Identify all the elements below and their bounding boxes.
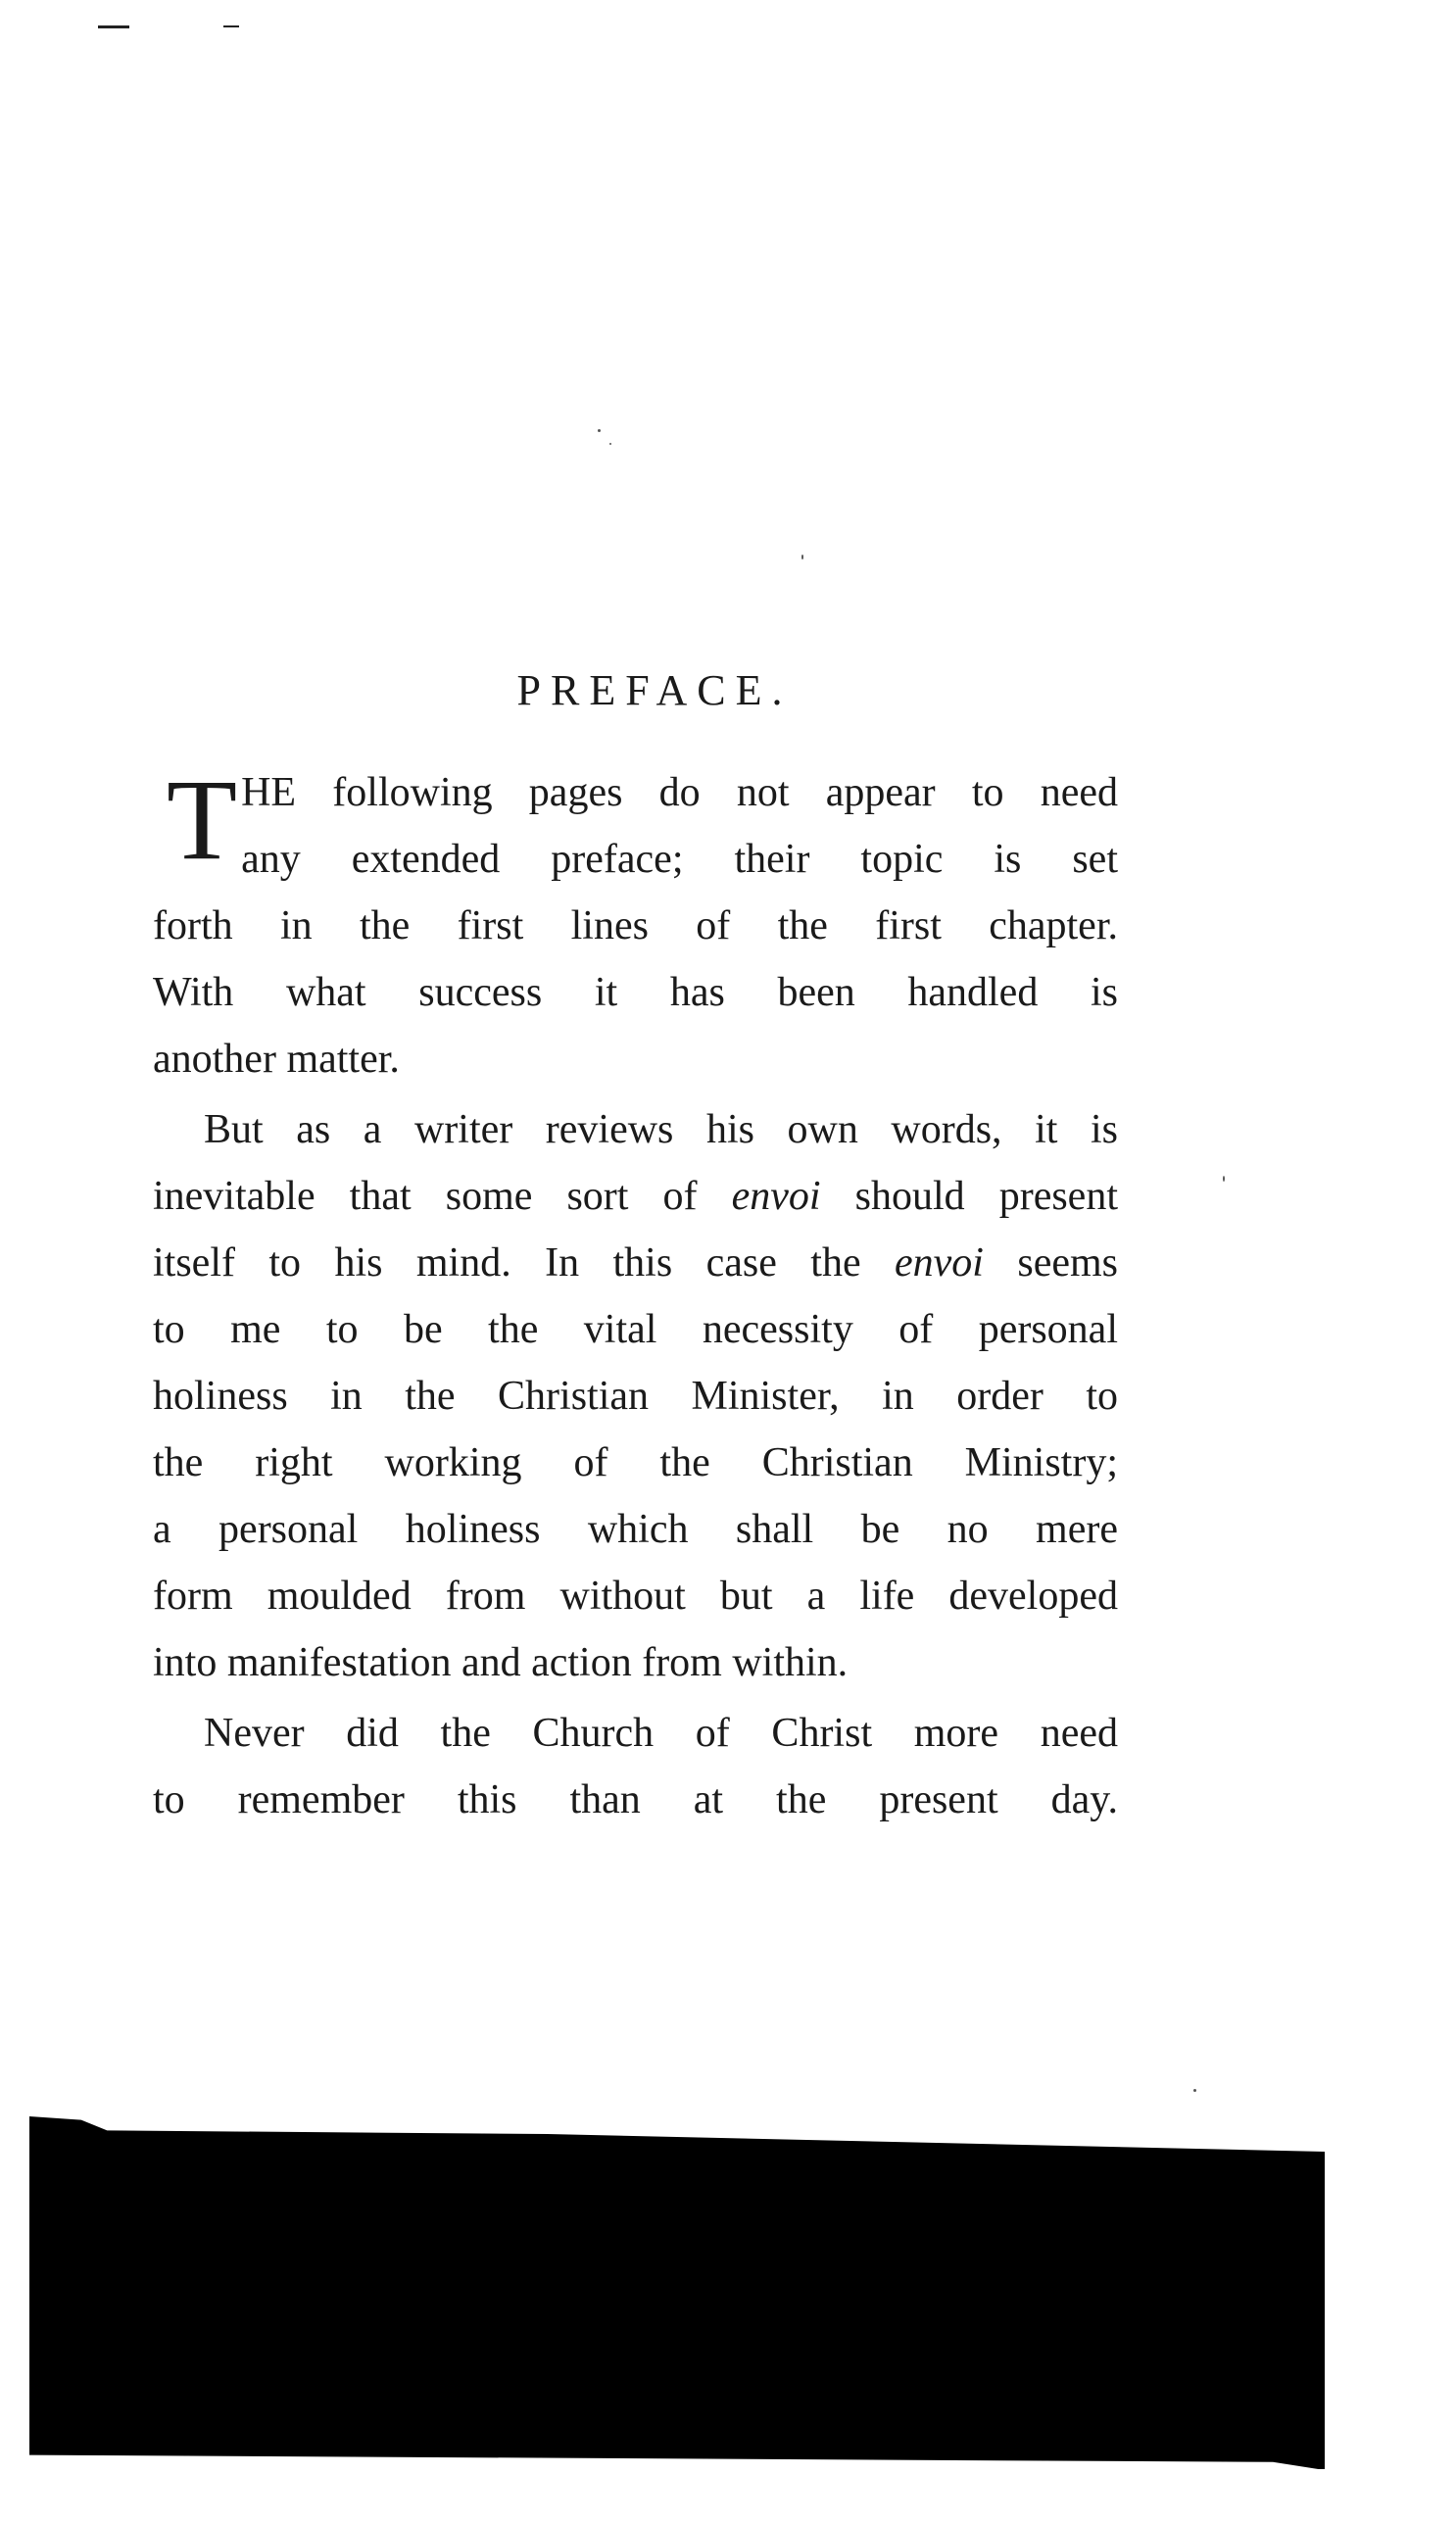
text-line: the right working of the Christian Ministry; [153, 1440, 1118, 1485]
text-line: HE following pages do not appear to need [241, 770, 1118, 815]
text-line: form moulded from without but a life developed [153, 1574, 1118, 1619]
paragraph-2 [153, 1096, 1118, 1696]
text-line: to me to be the vital necessity of personal [153, 1307, 1118, 1352]
speck [609, 443, 611, 445]
paragraph-1 [153, 755, 1118, 1092]
text-line: But as a writer reviews his own words, it is [204, 1107, 1118, 1152]
italic-word: envoi [731, 1174, 821, 1219]
paragraph-3 [153, 1700, 1118, 1833]
text-line: into manifestation and action from within. [153, 1640, 849, 1685]
text-line: forth in the first lines of the first chapter. [153, 903, 1118, 948]
scan-mark [98, 25, 129, 28]
speck [598, 429, 601, 432]
speck [801, 555, 803, 559]
text-line: any extended preface; their topic is set [241, 837, 1118, 882]
text-line: to remember this than at the present day. [153, 1777, 1118, 1822]
text-line: Never did the Church of Christ more need [204, 1711, 1118, 1756]
scan-mark [223, 25, 239, 27]
drop-cap: T [167, 755, 238, 884]
speck [1193, 2089, 1196, 2092]
italic-word: envoi [895, 1240, 984, 1286]
text-line: a personal holiness which shall be no mere [153, 1507, 1118, 1552]
speck [1223, 1176, 1225, 1182]
text-line: With what success it has been handled is [153, 970, 1118, 1015]
text-line: holiness in the Christian Minister, in order to [153, 1374, 1118, 1419]
scan-black-region [29, 2116, 1325, 2469]
page-title: PREFACE. [516, 666, 793, 715]
text-line: another matter. [153, 1037, 400, 1082]
preface-body [153, 755, 1118, 1833]
text-line: inevitable that some sort of envoi should present [153, 1174, 1118, 1219]
text-line: itself to his mind. In this case the envoi seems [153, 1240, 1118, 1286]
